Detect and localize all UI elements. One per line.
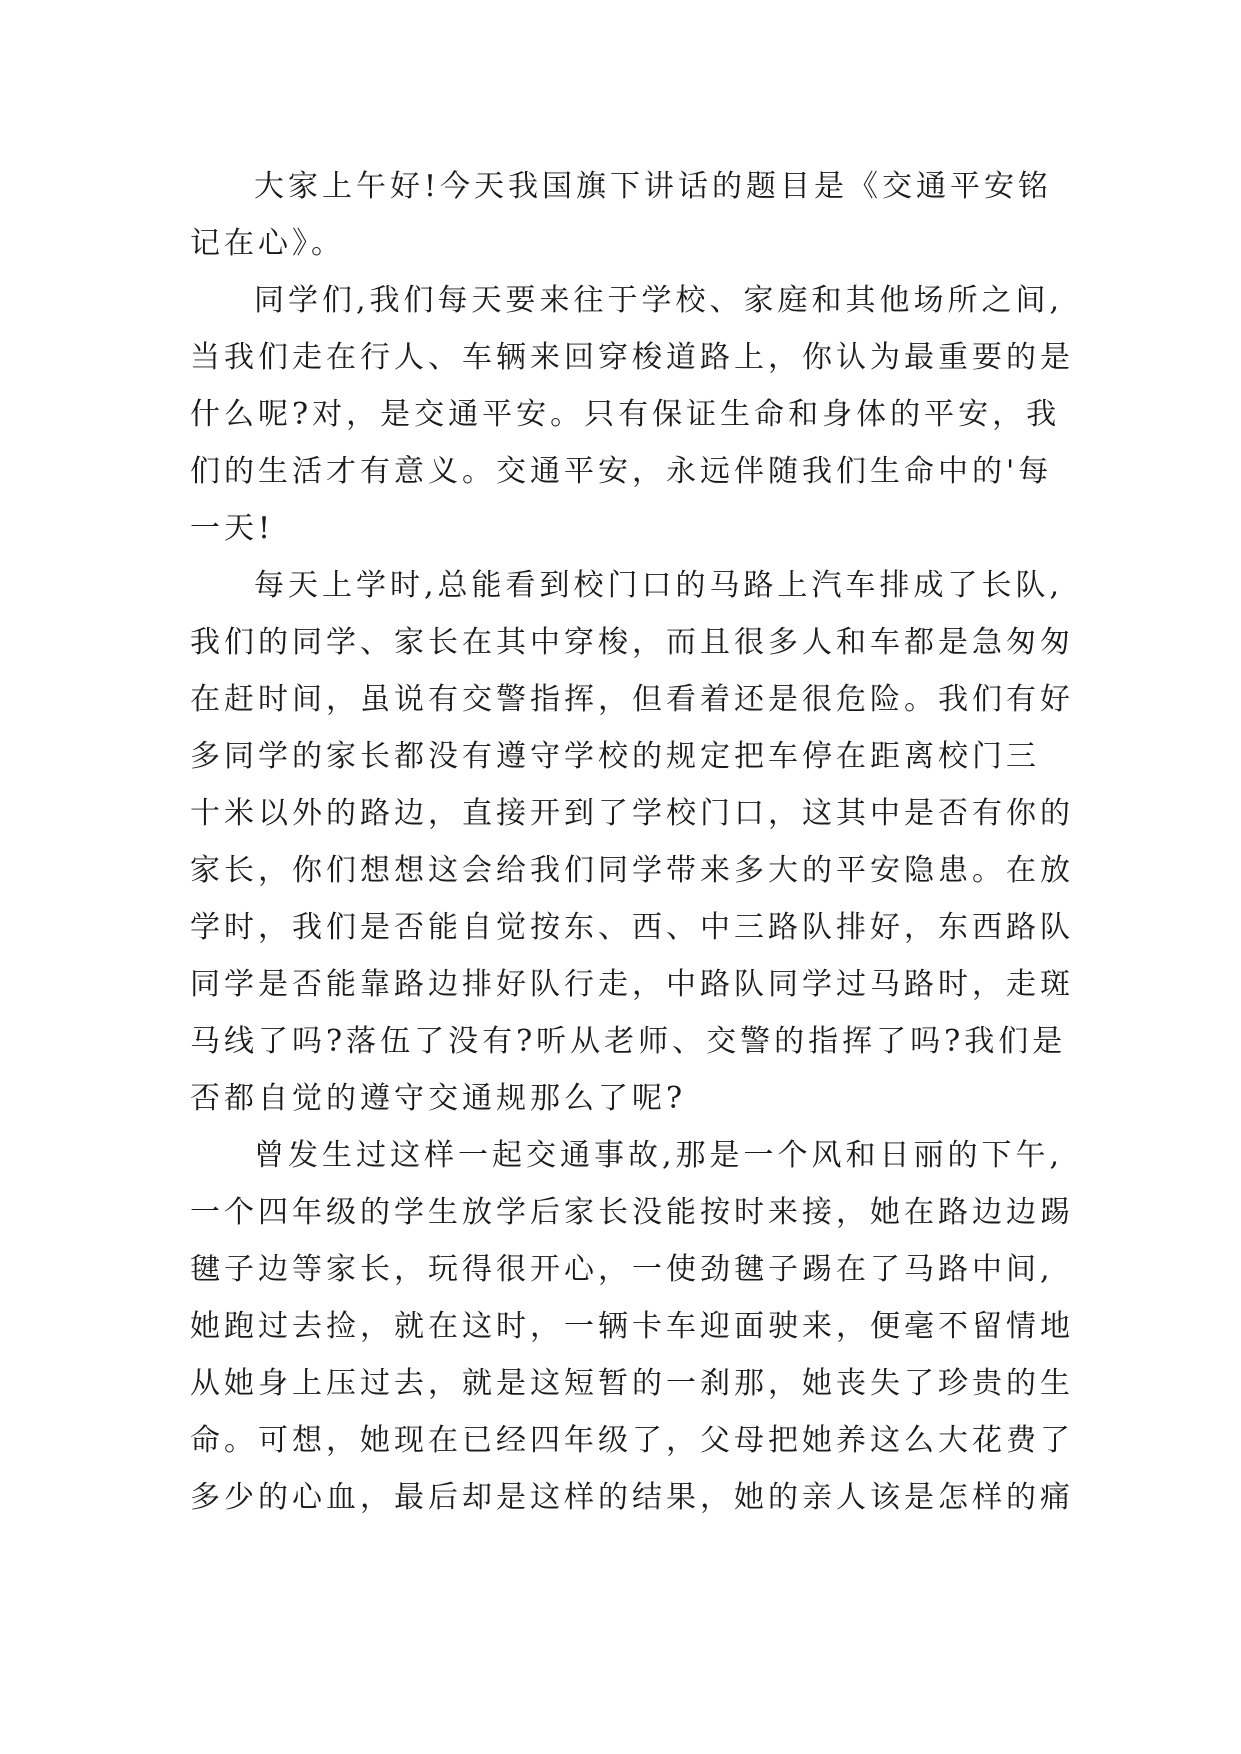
paragraph-3: [190, 557, 1074, 1127]
text-line: 从她身上压过去，就是这短暂的一刹那，她丧失了珍贵的生: [190, 1366, 1074, 1401]
paragraph-4: [190, 1127, 1074, 1526]
text-line: 多少的心血，最后却是这样的结果，她的亲人该是怎样的痛: [190, 1480, 1074, 1515]
text-line: 记在心》。: [190, 226, 345, 261]
text-line: 同学是否能靠路边排好队行走，中路队同学过马路时，走斑: [190, 967, 1074, 1002]
text-line: 一个四年级的学生放学后家长没能按时来接，她在路边边踢: [190, 1195, 1074, 1230]
text-line: 我们的同学、家长在其中穿梭，而且很多人和车都是急匆匆: [190, 625, 1074, 660]
text-line: 一天!: [190, 511, 275, 546]
body-text: [190, 158, 1074, 1526]
text-line: 在赶时间，虽说有交警指挥，但看着还是很危险。我们有好: [190, 682, 1074, 717]
text-line: 学时，我们是否能自觉按东、西、中三路队排好，东西路队: [190, 910, 1074, 945]
text-line: 多同学的家长都没有遵守学校的规定把车停在距离校门三: [190, 739, 1040, 774]
text-line: 们的生活才有意义。交通平安，永远伴随我们生命中的'每: [190, 454, 1053, 489]
text-line: 否都自觉的遵守交通规那么了呢?: [190, 1081, 687, 1116]
text-line: 马线了吗?落伍了没有?听从老师、交警的指挥了吗?我们是: [190, 1024, 1067, 1059]
text-line: 毽子边等家长，玩得很开心，一使劲毽子踢在了马路中间,: [190, 1252, 1054, 1287]
text-line: 同学们,我们每天要来往于学校、家庭和其他场所之间,: [254, 283, 1064, 318]
text-line: 曾发生过这样一起交通事故,那是一个风和日丽的下午,: [254, 1138, 1064, 1173]
text-line: 命。可想，她现在已经四年级了，父母把她养这么大花费了: [190, 1423, 1074, 1458]
text-line: 每天上学时,总能看到校门口的马路上汽车排成了长队,: [254, 568, 1064, 603]
text-line: 大家上午好!今天我国旗下讲话的题目是《交通平安铭: [254, 169, 1053, 204]
paragraph-2: [190, 272, 1074, 557]
text-line: 什么呢?对，是交通平安。只有保证生命和身体的平安，我: [190, 397, 1061, 432]
text-line: 她跑过去捡，就在这时，一辆卡车迎面驶来，便毫不留情地: [190, 1309, 1074, 1344]
paragraph-1: [190, 158, 1053, 272]
text-line: 当我们走在行人、车辆来回穿梭道路上，你认为最重要的是: [190, 340, 1074, 375]
text-line: 十米以外的路边，直接开到了学校门口，这其中是否有你的: [190, 796, 1074, 831]
text-line: 家长，你们想想这会给我们同学带来多大的平安隐患。在放: [190, 853, 1074, 888]
